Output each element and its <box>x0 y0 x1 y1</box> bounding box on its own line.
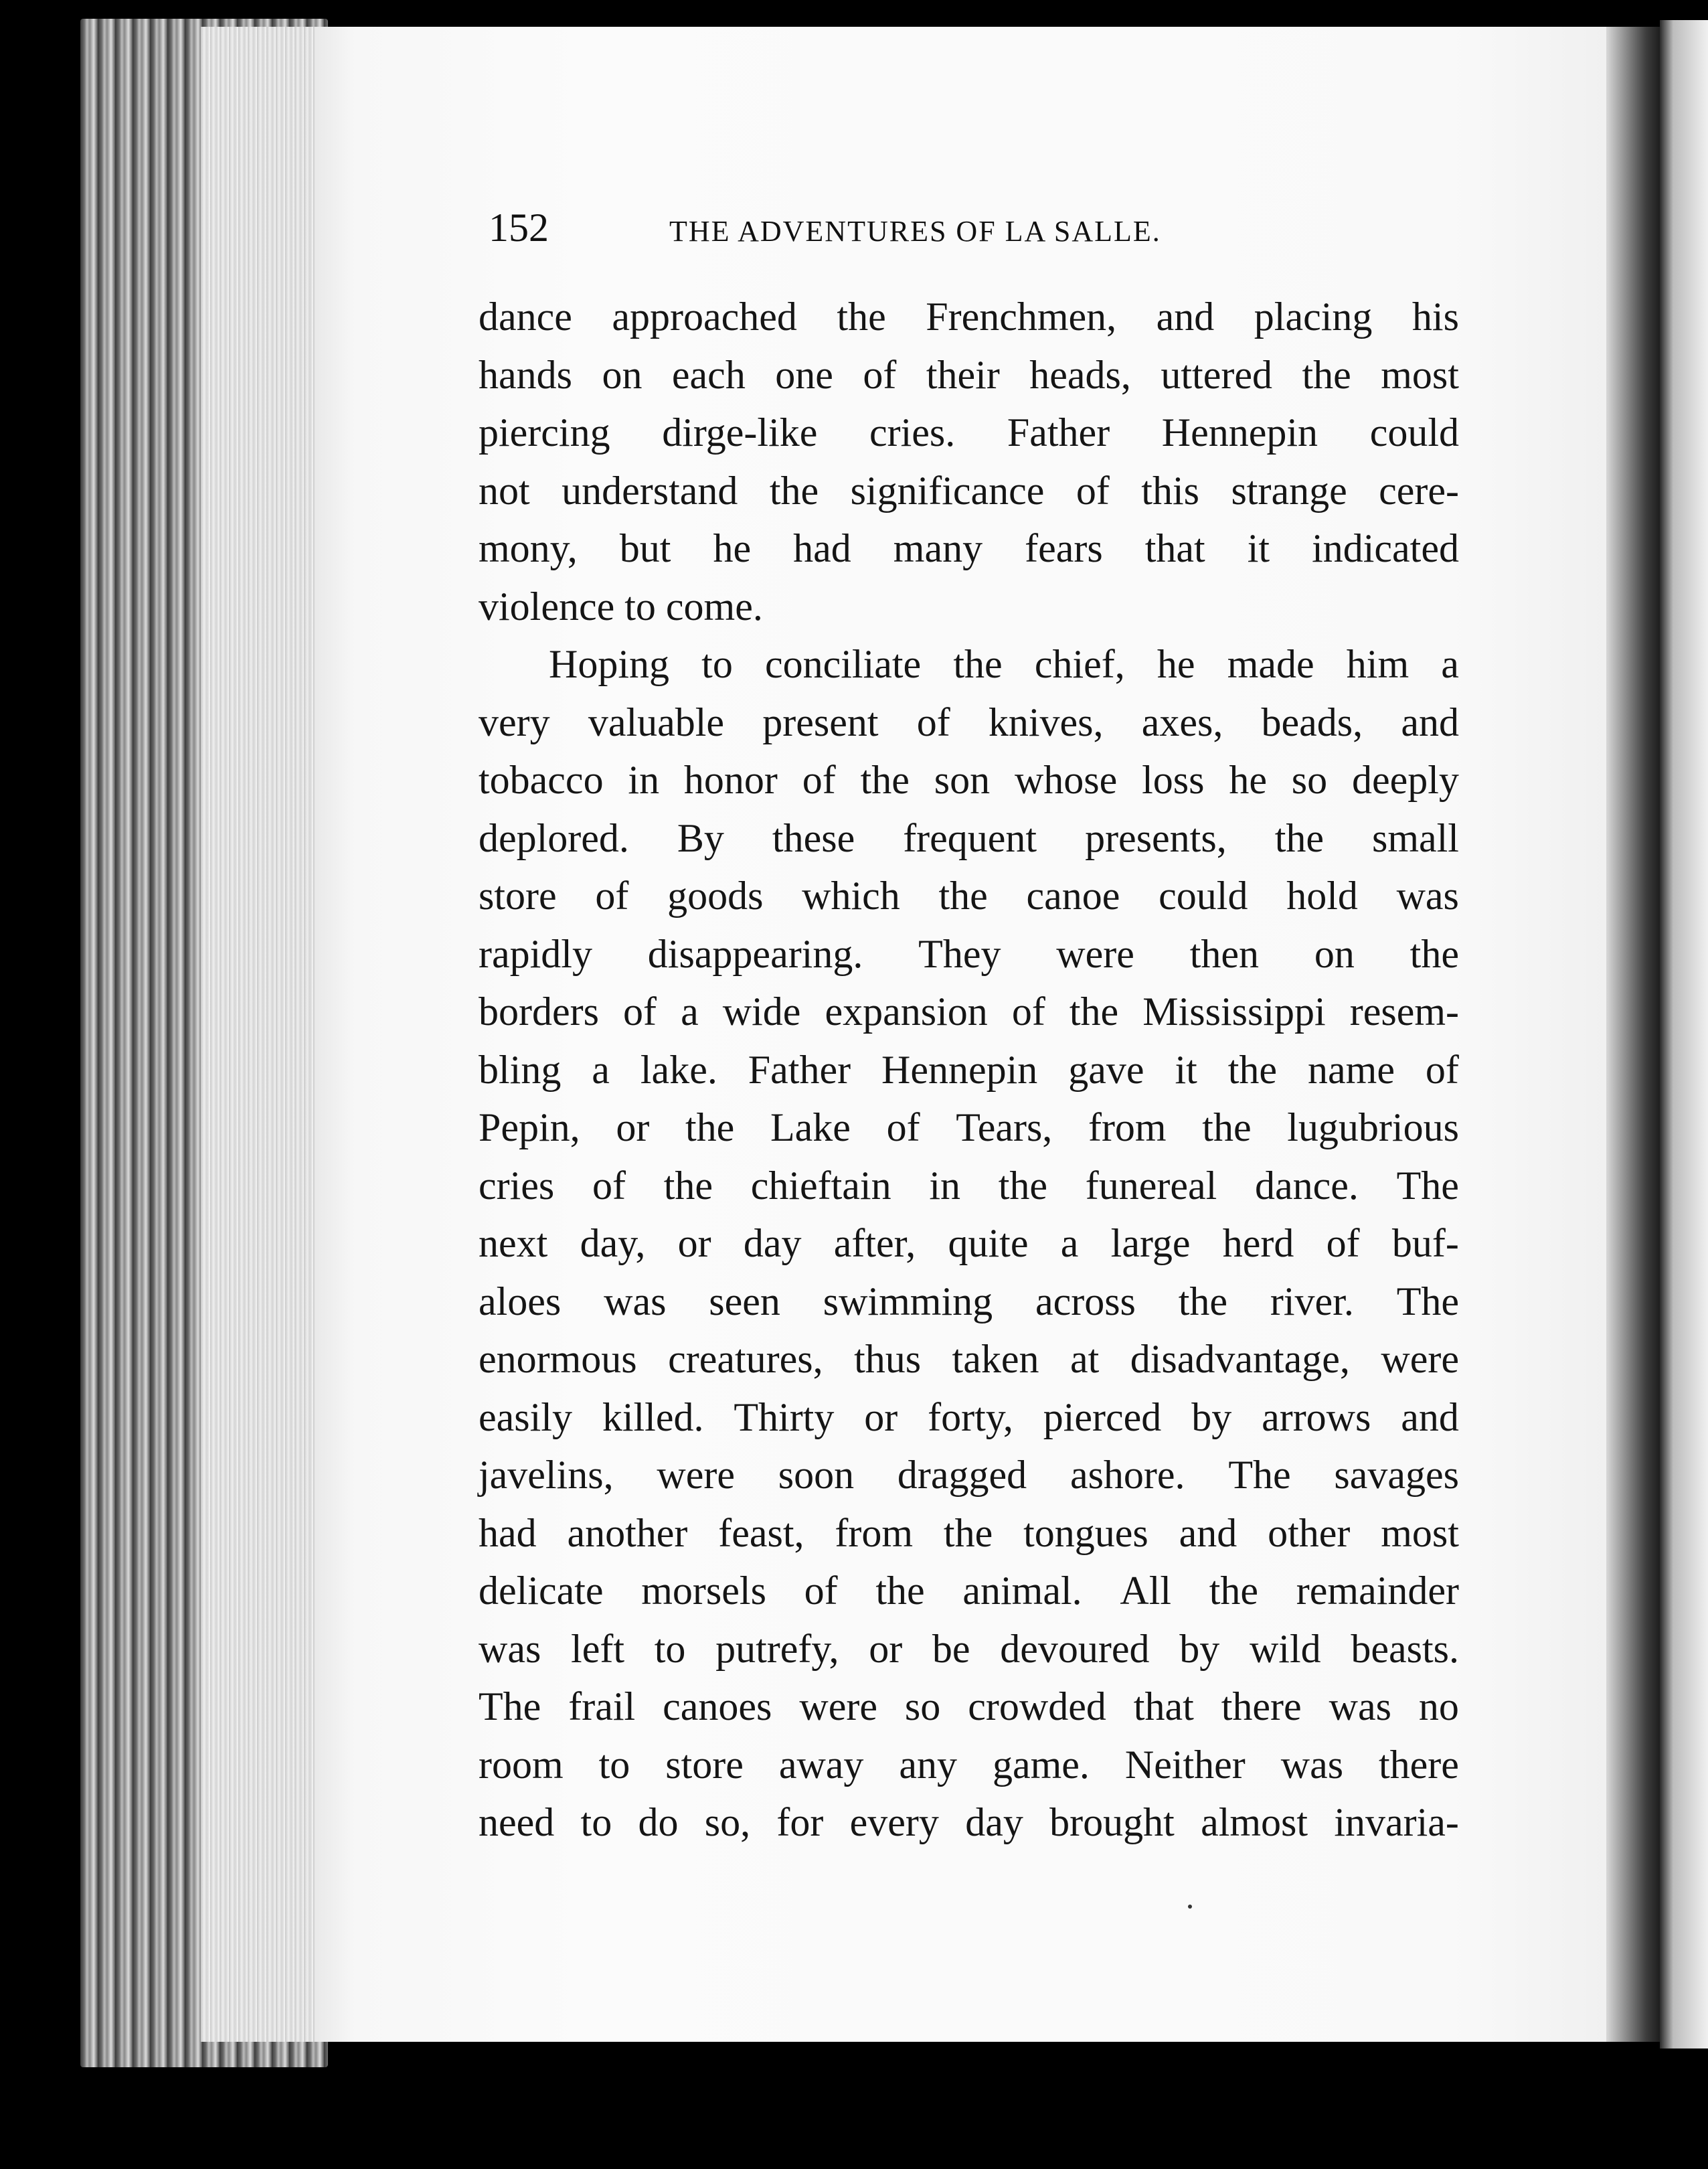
text-line: next day, or day after, quite a large herd of buf- <box>479 1221 1459 1265</box>
text-line: very valuable present of knives, axes, beads, and <box>479 700 1459 744</box>
text-line: cries of the chieftain in the funereal dance. The <box>479 1163 1459 1208</box>
running-head <box>489 201 1292 254</box>
text-line: Hoping to conciliate the chief, he made him a <box>549 642 1459 686</box>
text-line: not understand the significance of this strange cere- <box>479 468 1459 513</box>
page-number: 152 <box>489 206 549 250</box>
text-line: bling a lake. Father Hennepin gave it the name of <box>479 1047 1459 1092</box>
text-line: javelins, were soon dragged ashore. The savages <box>479 1453 1459 1497</box>
text-line: aloes was seen swimming across the river. The <box>479 1279 1459 1323</box>
text-line: dance approached the Frenchmen, and placing his <box>479 295 1459 339</box>
text-line: piercing dirge-like cries. Father Hennepin could <box>479 410 1459 455</box>
text-line: mony, but he had many fears that it indicated <box>479 526 1459 570</box>
book-page-edges-inner <box>201 27 328 2042</box>
body-text <box>479 288 1459 1852</box>
text-line: Pepin, or the Lake of Tears, from the lugubrious <box>479 1105 1459 1149</box>
text-line: had another feast, from the tongues and other most <box>479 1510 1459 1555</box>
book-gutter-shadow <box>1606 27 1660 2042</box>
text-line: borders of a wide expansion of the Mississippi resem- <box>479 989 1459 1034</box>
text-line: hands on each one of their heads, uttered the most <box>479 352 1459 397</box>
text-line: room to store away any game. Neither was there <box>479 1742 1459 1787</box>
text-line: violence to come. <box>479 584 763 629</box>
facing-page-edge <box>1660 20 1708 2048</box>
running-title: THE ADVENTURES OF LA SALLE. <box>669 215 1161 248</box>
text-line: enormous creatures, thus taken at disadvantage, were <box>479 1337 1459 1381</box>
text-line: need to do so, for every day brought almost invaria- <box>479 1800 1459 1844</box>
text-line: tobacco in honor of the son whose loss he so deeply <box>479 758 1459 802</box>
text-line: deplored. By these frequent presents, the small <box>479 815 1459 860</box>
text-line: rapidly disappearing. They were then on the <box>479 931 1459 976</box>
text-line: The frail canoes were so crowded that there was no <box>479 1684 1459 1729</box>
ink-speck <box>1188 1905 1192 1909</box>
text-line: was left to putrefy, or be devoured by wild beasts. <box>479 1626 1459 1671</box>
text-line: delicate morsels of the animal. All the remainder <box>479 1569 1459 1613</box>
text-line: store of goods which the canoe could hold was <box>479 874 1459 918</box>
text-line: easily killed. Thirty or forty, pierced by arrows and <box>479 1394 1459 1439</box>
